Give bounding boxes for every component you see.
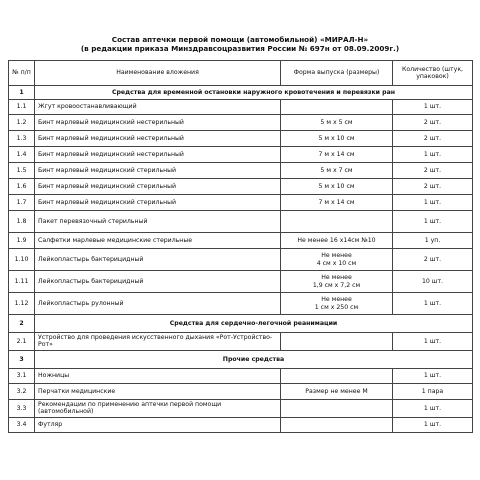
item-quantity: 1 шт. [393,368,473,383]
column-header-form: Форма выпуска (размеры) [281,61,393,86]
item-form: 7 м х 14 см [281,147,393,163]
section-number: 1 [9,86,35,100]
item-name: Футляр [35,417,281,432]
section-row [9,350,473,368]
item-name: Салфетки марлевые медицинские стерильные [35,233,281,249]
section-number: 3 [9,350,35,368]
table-row [9,417,473,432]
table-row [9,249,473,271]
item-quantity: 1 шт. [393,211,473,233]
table-row [9,163,473,179]
section-title: Прочие средства [35,350,473,368]
table-row [9,131,473,147]
item-name: Устройство для проведения искусственного дыхания «Рот-Устройство-Рот» [35,333,281,351]
item-quantity: 1 шт. [393,417,473,432]
item-quantity: 1 шт. [393,333,473,351]
item-form: Не менее 16 х14см №10 [281,233,393,249]
title-line-2: (в редакции приказа Минздравсоцразвития России № 697н от 08.09.2009г.) [80,44,400,53]
item-name: Лейкопластырь бактерицидный [35,249,281,271]
item-form [281,399,393,417]
item-name: Бинт марлевый медицинский нестерильный [35,131,281,147]
table-body [9,86,473,433]
item-quantity: 1 шт. [393,195,473,211]
section-row [9,315,473,333]
document-title [8,35,472,53]
item-number: 1.6 [9,179,35,195]
item-number: 1.10 [9,249,35,271]
item-form [281,100,393,115]
item-quantity: 10 шт. [393,271,473,293]
item-quantity: 1 шт. [393,399,473,417]
table-row [9,115,473,131]
title-line-1: Состав аптечки первой помощи (автомобильной) «МИРАЛ-Н» [111,35,369,44]
item-number: 1.7 [9,195,35,211]
section-row [9,86,473,100]
item-form [281,417,393,432]
item-form [281,333,393,351]
item-form: 5 м х 10 см [281,179,393,195]
item-form: Размер не менее М [281,383,393,399]
item-number: 1.12 [9,293,35,315]
item-number: 3.3 [9,399,35,417]
item-number: 1.4 [9,147,35,163]
item-form: 5 м х 7 см [281,163,393,179]
item-name: Бинт марлевый медицинский стерильный [35,179,281,195]
item-quantity: 1 шт. [393,100,473,115]
column-header-name: Наименование вложения [35,61,281,86]
document-sheet [8,35,472,433]
item-number: 3.1 [9,368,35,383]
item-form [281,211,393,233]
item-quantity: 1 уп. [393,233,473,249]
item-name: Бинт марлевый медицинский стерильный [35,195,281,211]
item-name: Лейкопластырь рулонный [35,293,281,315]
item-quantity: 1 пара [393,383,473,399]
item-number: 1.1 [9,100,35,115]
section-title: Средства для временной остановки наружного кровотечения и перевязки ран [35,86,473,100]
table-row [9,383,473,399]
item-name: Лейкопластырь бактерицидный [35,271,281,293]
item-number: 2.1 [9,333,35,351]
item-name: Жгут кровоостанавливающий [35,100,281,115]
item-form: 5 м х 10 см [281,131,393,147]
item-quantity: 2 шт. [393,131,473,147]
item-name: Ножницы [35,368,281,383]
section-number: 2 [9,315,35,333]
column-header-num: № п/п [9,61,35,86]
item-form: 7 м х 14 см [281,195,393,211]
table-row [9,179,473,195]
item-number: 1.11 [9,271,35,293]
item-quantity: 2 шт. [393,179,473,195]
item-form [281,368,393,383]
item-number: 1.2 [9,115,35,131]
item-form: Не менее 1 см х 250 см [281,293,393,315]
table-row [9,399,473,417]
item-quantity: 2 шт. [393,163,473,179]
kit-contents-table [8,60,473,433]
item-number: 1.8 [9,211,35,233]
table-row [9,147,473,163]
table-row [9,211,473,233]
section-title: Средства для сердечно-легочной реанимации [35,315,473,333]
item-name: Бинт марлевый медицинский нестерильный [35,115,281,131]
table-row [9,368,473,383]
item-number: 1.9 [9,233,35,249]
item-form: Не менее 4 см х 10 см [281,249,393,271]
item-quantity: 2 шт. [393,249,473,271]
item-quantity: 1 шт. [393,147,473,163]
table-row [9,233,473,249]
table-row [9,333,473,351]
item-name: Бинт марлевый медицинский стерильный [35,163,281,179]
table-row [9,100,473,115]
item-form: Не менее 1,9 см х 7,2 см [281,271,393,293]
item-number: 3.4 [9,417,35,432]
item-form: 5 м х 5 см [281,115,393,131]
table-header-row [9,61,473,86]
item-name: Пакет перевязочный стерильный [35,211,281,233]
column-header-qty: Количество (штук, упаковок) [393,61,473,86]
item-number: 1.5 [9,163,35,179]
item-quantity: 1 шт. [393,293,473,315]
item-number: 3.2 [9,383,35,399]
item-quantity: 2 шт. [393,115,473,131]
table-row [9,293,473,315]
table-row [9,271,473,293]
item-name: Бинт марлевый медицинский нестерильный [35,147,281,163]
item-name: Рекомендации по применению аптечки первой помощи (автомобильной) [35,399,281,417]
item-number: 1.3 [9,131,35,147]
table-row [9,195,473,211]
item-name: Перчатки медицинские [35,383,281,399]
